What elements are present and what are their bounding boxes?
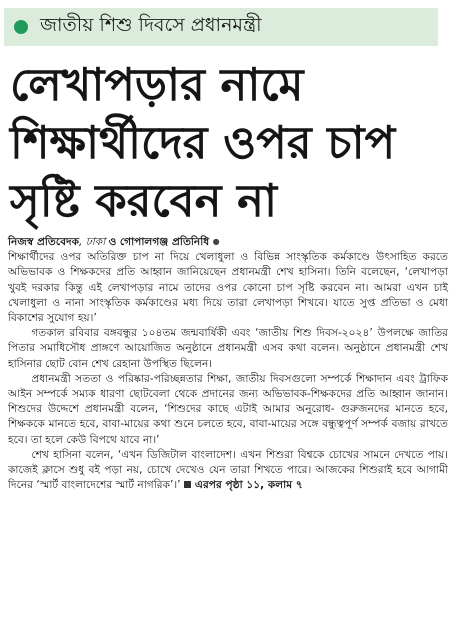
headline bbox=[10, 56, 450, 230]
continued-text: এরপর পৃষ্ঠা ১১, কলাম ৭ bbox=[194, 479, 303, 492]
byline-correspondent: গোপালগঞ্জ প্রতিনিধি bbox=[119, 236, 210, 248]
continued-link[interactable] bbox=[184, 479, 303, 491]
green-dot-icon bbox=[14, 20, 28, 34]
article-paragraph: শিক্ষার্থীদের ওপর অতিরিক্ত চাপ না দিয়ে খেলাধুলা ও বিভিন্ন সাংস্কৃতিক কর্মকাণ্ডে উৎসাহিত করতে অভিভাবক ও শিক্ষকদের প্রতি আহ্বান জানিয়েছেন প্রধানমন্ত্রী শেখ হাসিনা। তিনি বলেছেন, ‘লেখাপড়া খুবই দরকার কিন্তু এই লেখাপড়ার নামে তাদের ওপর কোনো চাপ সৃষ্টি করবেন না। আমরা এখন চাই খেলাধুলা ও নানা সাংস্কৃতিক কর্মকাণ্ডের মধ্য দিয়ে তারা লেখাপড়া শিখবে। যাতে সুপ্ত প্রতিভা ও মেধা বিকাশের সুযোগ হয়।’ bbox=[8, 251, 448, 325]
last-paragraph-text: শেখ হাসিনা বলেন, ‘এখন ডিজিটাল বাংলাদেশ। এখন শিশুরা বিশ্বকে চোখের সামনে দেখতে পায়। কাজেই ক্লাসে শুধু বই পড়া নয়, চোখে দেখেও যেন তারা শিখতে পারে। আজকের শিশুরাই হবে আগামী দিনের ‘স্মার্ট বাংলাদেশের স্মার্ট নাগরিক’।’ bbox=[8, 448, 448, 492]
byline-reporter: নিজস্ব প্রতিবেদক bbox=[8, 236, 79, 248]
headline-line: সৃষ্টি করবেন না bbox=[10, 174, 278, 227]
article-paragraph: প্রধানমন্ত্রী সততা ও পরিষ্কার-পরিচ্ছন্নতার শিক্ষা, জাতীয় দিবসগুলো সম্পর্কে শিক্ষাদান এবং ট্রাফিক আইন সম্পর্কে সম্যক ধারণা ছোটবেলা থেকে প্রদানের জন্য অভিভাবক-শিক্ষকদের প্রতি আহ্বান জানান। শিশুদের উদ্দেশে প্রধানমন্ত্রী বলেন, ‘শিশুদের কাছে এটাই আমার অনুরোধ- গুরুজনদের মানতে হবে, শিক্ষককে মানতে হবে, বাবা-মায়ের কথা শুনে চলতে হবে, বাবা-মায়ের সঙ্গে বন্ধুত্বপূর্ণ সম্পর্ক বজায় রাখতে হবে। তা হলে কেউ বিপথে যাবে না।’ bbox=[8, 372, 448, 446]
byline: নিজস্ব প্রতিবেদক, ঢাকা ও গোপালগঞ্জ প্রতিনিধি ● bbox=[8, 236, 220, 248]
article-body bbox=[8, 234, 448, 493]
square-marker-icon bbox=[184, 481, 191, 488]
byline-bullet-icon: ● bbox=[212, 237, 220, 246]
headline-line: লেখাপড়ার নামে bbox=[10, 58, 304, 111]
kicker-text: জাতীয় শিশু দিবসে প্রধানমন্ত্রী bbox=[40, 14, 262, 36]
kicker-banner bbox=[4, 8, 438, 46]
article-paragraph bbox=[8, 448, 448, 494]
byline-location: ঢাকা bbox=[85, 236, 106, 248]
article-paragraph: গতকাল রবিবার বঙ্গবন্ধুর ১০৪তম জন্মবার্ষিকী এবং ‘জাতীয় শিশু দিবস-২০২৪’ উপলক্ষে জাতির পিতার সমাধিসৌধ প্রাঙ্গণে আয়োজিত অনুষ্ঠানে প্রধানমন্ত্রী এসব কথা বলেন। অনুষ্ঠানে প্রধানমন্ত্রী শেখ হাসিনার ছোট বোন শেখ রেহানা উপস্থিত ছিলেন। bbox=[8, 327, 448, 370]
byline-joiner: ও bbox=[108, 236, 117, 248]
headline-line: শিক্ষার্থীদের ওপর চাপ bbox=[10, 116, 396, 169]
